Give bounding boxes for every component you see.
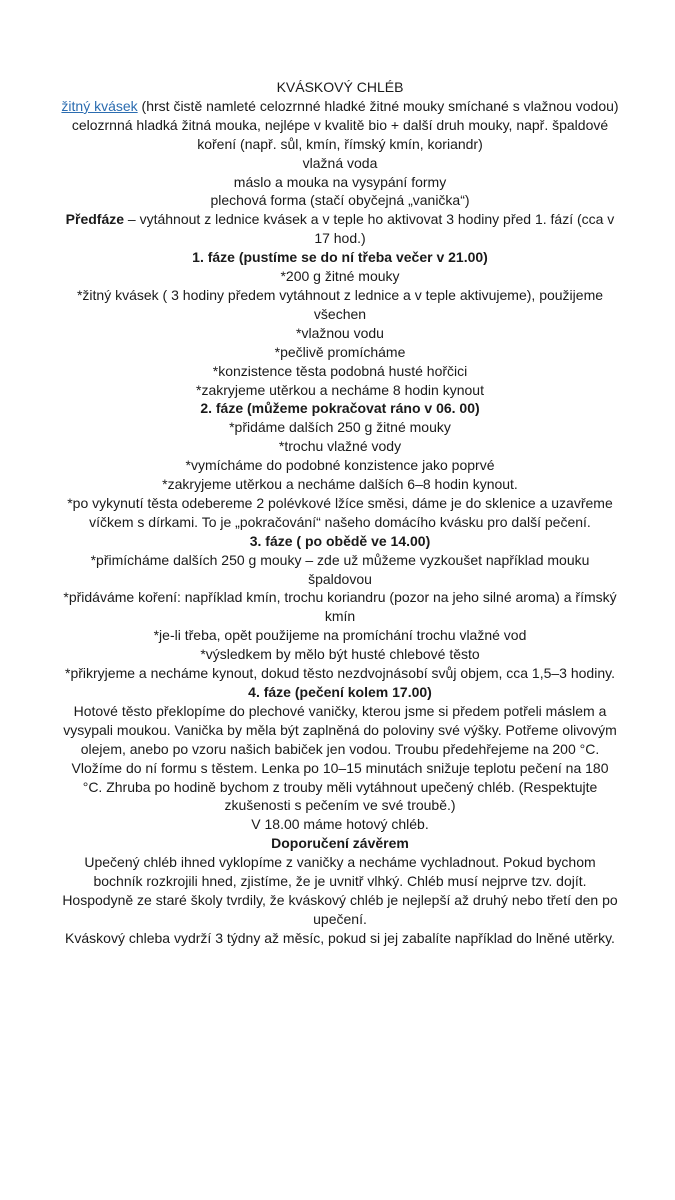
phase1-step: *zakryjeme utěrkou a necháme 8 hodin kynout [196,381,484,398]
recommendation-paragraph: Upečený chléb ihned vyklopíme z vaničky a necháme vychladnout. Pokud bychom bochník rozkrojili hned, zjistíme, že je uvnitř vlhký. Chléb musí nejprve tzv. dojít. Hospodyně ze staré školy tvrdily, že kváskový chléb je nejlepší až druhý nebo třetí den po upečení. [62,854,618,927]
ingredient-kvasek [60,97,620,116]
kvasek-link[interactable]: žitný kvásek [61,97,138,114]
predfaze-label: Předfáze [65,211,125,228]
recommendation-heading: Doporučení závěrem [271,835,409,852]
phase2-step: *po vykynutí těsta odebereme 2 polévkové lžíce směsi, dáme je do sklenice a uzavřeme víčkem s dírkami. To je „pokračování“ našeho domácího kvásku pro další pečení. [67,494,613,530]
ingredient-butter: máslo a mouka na vysypání formy [233,173,447,190]
predfaze-text: – vytáhnout z lednice kvásek a v teple ho aktivovat 3 hodiny před 1. fází (cca v 17 hod.) [124,211,615,247]
phase3-step: *výsledkem by mělo být husté chlebové těsto [200,646,480,663]
recipe-title: KVÁSKOVÝ CHLÉB [276,79,404,95]
ingredient-spices: koření (např. sůl, kmín, římský kmín, koriandr) [197,135,483,152]
kvasek-description: (hrst čistě namleté celozrnné hladké žitné mouky smíchané s vlažnou vodou) [137,97,619,114]
phase2-step: *vymícháme do podobné konzistence jako poprvé [185,457,495,474]
phase1-heading: 1. fáze (pustíme se do ní třeba večer v 21.00) [192,249,488,266]
phase2-heading: 2. fáze (můžeme pokračovat ráno v 06. 00) [200,400,480,417]
phase2-step: *přidáme dalších 250 g žitné mouky [229,419,451,436]
phase1-step: *vlažnou vodu [296,324,384,341]
phase2-step: *zakryjeme utěrkou a necháme dalších 6–8 hodin kynout. [162,476,518,493]
phase4-heading: 4. fáze (pečení kolem 17.00) [248,684,432,700]
ingredient-form: plechová forma (stačí obyčejná „vanička“) [210,192,470,209]
phase1-step: *konzistence těsta podobná husté hořčici [212,362,468,379]
phase3-step: *je-li třeba, opět použijeme na promíchání trochu vlažné vod [153,627,527,644]
phase4-done: V 18.00 máme hotový chléb. [251,816,429,833]
phase2-step: *trochu vlažné vody [278,438,402,455]
phase3-step: *přimícháme dalších 250 g mouky – zde už můžeme vyzkoušet například mouku špaldovou [90,551,590,587]
recommendation-paragraph: Kváskový chleba vydrží 3 týdny až měsíc, pokud si jej zabalíte například do lněné utěrky. [65,929,615,946]
phase4-paragraph: Hotové těsto překlopíme do plechové vaničky, kterou jsme si předem potřeli máslem a vysypali moukou. Vanička by měla být zaplněná do poloviny své výšky. Potřeme olivovým olejem, anebo po vzoru našich babiček jen vodou. Troubu předehřejeme na 200 °C. Vložíme do ní formu s těstem. Lenka po 10–15 minutách snižuje teplotu pečení na 180 °C. Zhruba po hodině bychom z trouby měli vytáhnout upečený chléb. (Respektujte zkušenosti s pečením ve své troubě.) [63,702,617,814]
phase1-step: *pečlivě promícháme [274,343,406,360]
phase1-step: *žitný kvásek ( 3 hodiny předem vytáhnout z lednice a v teple aktivujeme), použijeme všechen [76,286,604,322]
ingredient-water: vlažná voda [302,154,378,171]
phase3-step: *přikryjeme a necháme kynout, dokud těsto nezdvojnásobí svůj objem, cca 1,5–3 hodiny. [65,665,615,682]
recipe-document [60,78,620,948]
ingredient-flour: celozrnná hladká žitná mouka, nejlépe v kvalitě bio + další druh mouky, např. špaldové [71,116,609,133]
predfaze [60,210,620,248]
phase1-step: *200 g žitné mouky [280,268,400,285]
phase3-step: *přidáváme koření: například kmín, trochu koriandru (pozor na jeho silné aroma) a římský kmín [63,589,617,625]
phase3-heading: 3. fáze ( po obědě ve 14.00) [249,532,431,549]
